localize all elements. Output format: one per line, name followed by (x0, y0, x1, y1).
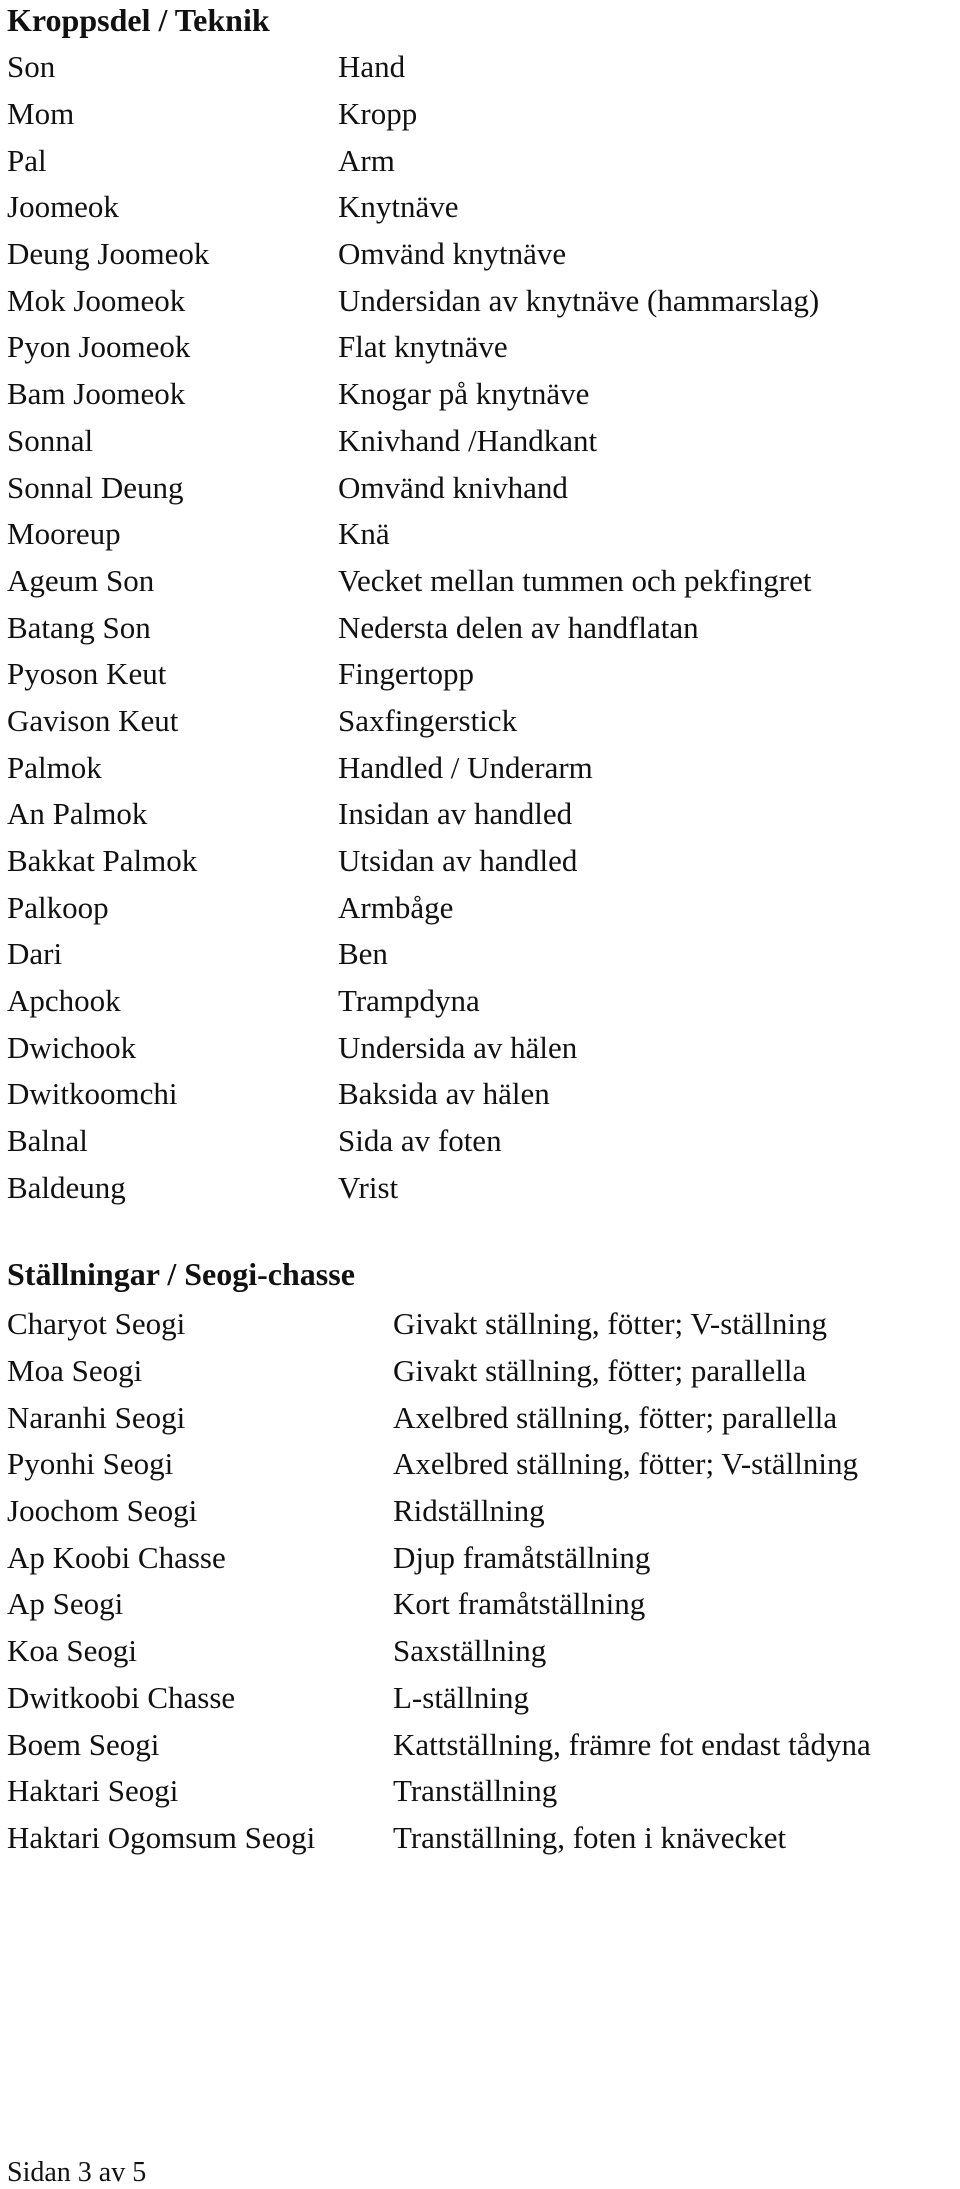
korean-term: Palmok (7, 749, 102, 785)
term-row (7, 1815, 957, 1862)
korean-term: Apchook (7, 983, 121, 1019)
swedish-translation: Ben (338, 936, 388, 972)
term-row (7, 1165, 957, 1212)
term-row (7, 1534, 957, 1581)
term-row (7, 1441, 957, 1488)
korean-term: Mom (7, 96, 75, 132)
korean-term: Dwitkoomchi (7, 1076, 178, 1112)
swedish-translation: Baksida av hälen (338, 1076, 550, 1112)
korean-term: Haktari Ogomsum Seogi (7, 1819, 316, 1855)
swedish-translation: Hand (338, 49, 406, 85)
term-row (7, 884, 957, 931)
term-row (7, 324, 957, 371)
swedish-translation: Knivhand /Handkant (338, 422, 598, 458)
korean-term: Pyoson Keut (7, 656, 167, 692)
term-row (7, 838, 957, 885)
swedish-translation: Axelbred ställning, fötter; parallella (393, 1399, 838, 1435)
korean-term: Dwitkoobi Chasse (7, 1679, 236, 1715)
swedish-translation: Utsidan av handled (338, 843, 578, 879)
korean-term: Son (7, 49, 56, 85)
korean-term: Naranhi Seogi (7, 1399, 186, 1435)
term-row (7, 511, 957, 558)
swedish-translation: Fingertopp (338, 656, 475, 692)
korean-term: Gavison Keut (7, 702, 179, 738)
korean-term: Deung Joomeok (7, 236, 210, 272)
term-row (7, 1118, 957, 1165)
section-title-stances: Ställningar / Seogi-chasse (7, 1256, 355, 1292)
korean-term: Balnal (7, 1123, 88, 1159)
term-row (7, 978, 957, 1025)
swedish-translation: Knytnäve (338, 189, 459, 225)
korean-term: Baldeung (7, 1169, 126, 1205)
korean-term: Boem Seogi (7, 1726, 160, 1762)
korean-term: Joomeok (7, 189, 119, 225)
swedish-translation: Sida av foten (338, 1123, 502, 1159)
swedish-translation: Knogar på knytnäve (338, 376, 590, 412)
section-title-body-parts: Kroppsdel / Teknik (7, 2, 270, 38)
term-row (7, 184, 957, 231)
swedish-translation: L-ställning (393, 1679, 530, 1715)
term-row (7, 44, 957, 91)
term-row (7, 744, 957, 791)
swedish-translation: Saxfingerstick (338, 702, 518, 738)
korean-term: Ageum Son (7, 562, 155, 598)
swedish-translation: Kropp (338, 96, 418, 132)
korean-term: Ap Seogi (7, 1586, 124, 1622)
term-row (7, 418, 957, 465)
term-row (7, 698, 957, 745)
korean-term: An Palmok (7, 796, 148, 832)
korean-term: Sonnal Deung (7, 469, 184, 505)
swedish-translation: Undersidan av knytnäve (hammarslag) (338, 282, 820, 318)
korean-term: Koa Seogi (7, 1633, 138, 1669)
swedish-translation: Undersida av hälen (338, 1029, 578, 1065)
korean-term: Pyonhi Seogi (7, 1446, 174, 1482)
swedish-translation: Omvänd knytnäve (338, 236, 567, 272)
swedish-translation: Tranställning, foten i knävecket (393, 1819, 787, 1855)
korean-term: Dwichook (7, 1029, 137, 1065)
swedish-translation: Axelbred ställning, fötter; V-ställning (393, 1446, 858, 1482)
term-row (7, 1721, 957, 1768)
korean-term: Mok Joomeok (7, 282, 186, 318)
swedish-translation: Arm (338, 142, 395, 178)
swedish-translation: Vecket mellan tummen och pekfingret (338, 562, 812, 598)
korean-term: Mooreup (7, 516, 121, 552)
korean-term: Bakkat Palmok (7, 843, 198, 879)
swedish-translation: Ridställning (393, 1493, 545, 1529)
swedish-translation: Vrist (338, 1169, 399, 1205)
term-row (7, 1348, 957, 1395)
swedish-translation: Tranställning (393, 1773, 558, 1809)
swedish-translation: Insidan av handled (338, 796, 573, 832)
term-row (7, 1394, 957, 1441)
korean-term: Moa Seogi (7, 1353, 143, 1389)
swedish-translation: Saxställning (393, 1633, 547, 1669)
swedish-translation: Trampdyna (338, 983, 480, 1019)
term-row (7, 1628, 957, 1675)
term-row (7, 1675, 957, 1722)
page-number-footer: Sidan 3 av 5 (7, 2157, 147, 2188)
term-row (7, 1488, 957, 1535)
term-row (7, 277, 957, 324)
korean-term: Charyot Seogi (7, 1306, 186, 1342)
swedish-translation: Givakt ställning, fötter; V-ställning (393, 1306, 827, 1342)
term-row (7, 1768, 957, 1815)
swedish-translation: Armbåge (338, 889, 454, 925)
term-row (7, 91, 957, 138)
korean-term: Ap Koobi Chasse (7, 1539, 226, 1575)
korean-term: Pal (7, 142, 47, 178)
korean-term: Haktari Seogi (7, 1773, 179, 1809)
korean-term: Pyon Joomeok (7, 329, 191, 365)
term-row (7, 604, 957, 651)
term-row (7, 791, 957, 838)
term-row (7, 651, 957, 698)
term-row (7, 1071, 957, 1118)
korean-term: Batang Son (7, 609, 151, 645)
swedish-translation: Kattställning, främre fot endast tådyna (393, 1726, 871, 1762)
term-row (7, 464, 957, 511)
term-row (7, 1301, 957, 1348)
term-row (7, 931, 957, 978)
body-parts-term-list (7, 44, 957, 1211)
term-row (7, 371, 957, 418)
korean-term: Bam Joomeok (7, 376, 186, 412)
swedish-translation: Djup framåtställning (393, 1539, 651, 1575)
swedish-translation: Knä (338, 516, 390, 552)
term-row (7, 1024, 957, 1071)
term-row (7, 558, 957, 605)
korean-term: Palkoop (7, 889, 109, 925)
swedish-translation: Flat knytnäve (338, 329, 508, 365)
swedish-translation: Kort framåtställning (393, 1586, 646, 1622)
term-row (7, 231, 957, 278)
swedish-translation: Handled / Underarm (338, 749, 593, 785)
swedish-translation: Givakt ställning, fötter; parallella (393, 1353, 807, 1389)
korean-term: Joochom Seogi (7, 1493, 198, 1529)
swedish-translation: Omvänd knivhand (338, 469, 568, 505)
term-row (7, 137, 957, 184)
korean-term: Dari (7, 936, 63, 972)
stances-term-list (7, 1301, 957, 1861)
term-row (7, 1581, 957, 1628)
korean-term: Sonnal (7, 422, 94, 458)
swedish-translation: Nedersta delen av handflatan (338, 609, 699, 645)
